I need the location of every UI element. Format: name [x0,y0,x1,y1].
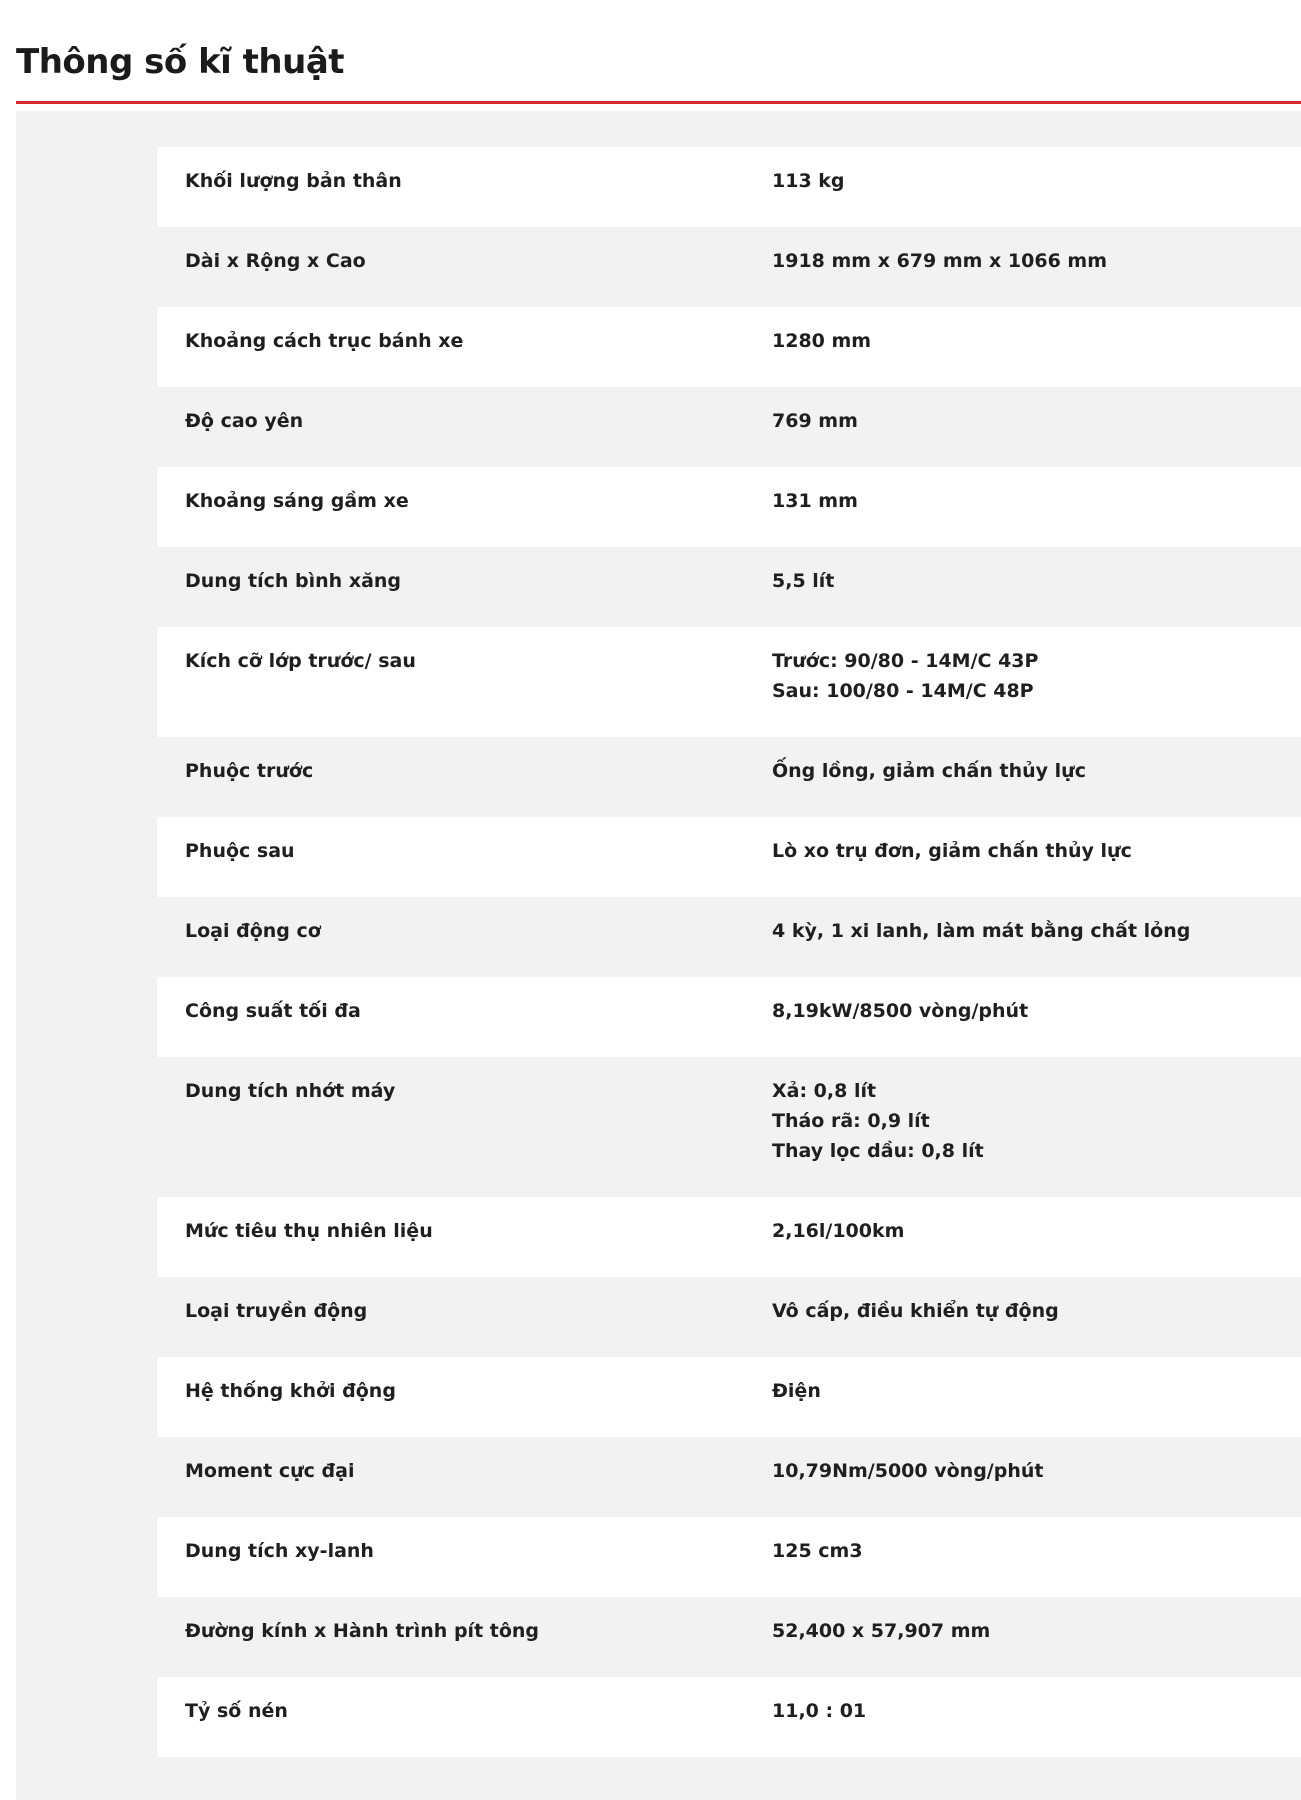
spec-value [772,756,1301,817]
spec-label: Tỷ số nén [185,1700,288,1722]
spec-value-line: Ống lồng, giảm chấn thủy lực [772,760,1086,782]
spec-row [157,1197,1301,1277]
spec-value-line: Vô cấp, điều khiển tự động [772,1300,1059,1322]
spec-label: Mức tiêu thụ nhiên liệu [185,1220,433,1242]
spec-row [157,817,1301,897]
spec-label: Phuộc sau [185,840,295,862]
spec-row [157,897,1301,977]
spec-row [157,627,1301,737]
spec-value [772,1296,1301,1357]
spec-value-line: 769 mm [772,410,858,432]
spec-value-line: 113 kg [772,170,845,192]
spec-value [772,1076,1301,1197]
spec-row [157,977,1301,1057]
spec-value [772,166,1301,227]
spec-value-line: 1918 mm x 679 mm x 1066 mm [772,250,1108,272]
spec-label: Công suất tối đa [185,1000,361,1022]
spec-value-line: Điện [772,1380,821,1402]
spec-label: Dung tích bình xăng [185,570,402,592]
spec-value [772,916,1301,977]
spec-value [772,1696,1301,1757]
spec-value-line: 2,16l/100km [772,1220,905,1242]
spec-value-line: Trước: 90/80 - 14M/C 43P [772,650,1039,672]
spec-row [157,1357,1301,1437]
spec-row [157,1677,1301,1757]
spec-label: Dung tích xy-lanh [185,1540,374,1562]
spec-value-line: Sau: 100/80 - 14M/C 48P [772,680,1034,702]
spec-value-line: Lò xo trụ đơn, giảm chấn thủy lực [772,840,1132,862]
spec-value [772,566,1301,627]
spec-value-line: 52,400 x 57,907 mm [772,1620,991,1642]
spec-row [157,1517,1301,1597]
spec-row [157,737,1301,817]
spec-value [772,1456,1301,1517]
spec-row [157,1057,1301,1197]
spec-label: Loại động cơ [185,920,321,942]
spec-label: Dài x Rộng x Cao [185,250,366,272]
spec-value-line: 8,19kW/8500 vòng/phút [772,1000,1029,1022]
spec-label: Moment cực đại [185,1460,355,1482]
spec-label: Đường kính x Hành trình pít tông [185,1620,540,1642]
spec-row [157,467,1301,547]
spec-value-line: 1280 mm [772,330,872,352]
spec-label: Khối lượng bản thân [185,170,402,192]
spec-label: Dung tích nhớt máy [185,1080,396,1102]
spec-value-line: Tháo rã: 0,9 lít [772,1110,930,1132]
spec-table [157,147,1301,1757]
spec-value-line: 4 kỳ, 1 xi lanh, làm mát bằng chất lỏng [772,920,1191,942]
spec-row [157,227,1301,307]
spec-value [772,1616,1301,1677]
spec-label: Kích cỡ lớp trước/ sau [185,650,416,672]
spec-value [772,836,1301,897]
spec-row [157,147,1301,227]
spec-value-line: Thay lọc dầu: 0,8 lít [772,1140,984,1162]
spec-value-line: 10,79Nm/5000 vòng/phút [772,1460,1044,1482]
spec-label: Độ cao yên [185,410,304,432]
spec-value [772,406,1301,467]
title-divider [16,101,1301,104]
spec-label: Phuộc trước [185,760,314,782]
spec-value [772,996,1301,1057]
spec-value [772,1376,1301,1437]
spec-value-line: 5,5 lít [772,570,835,592]
spec-row [157,307,1301,387]
page-title: Thông số kĩ thuật [16,42,345,82]
spec-row [157,387,1301,467]
spec-row [157,547,1301,627]
spec-value-line: 131 mm [772,490,858,512]
spec-value-line: 11,0 : 01 [772,1700,867,1722]
spec-label: Khoảng cách trục bánh xe [185,330,464,352]
spec-value [772,646,1301,737]
spec-value [772,246,1301,307]
spec-row [157,1597,1301,1677]
spec-value-line: Xả: 0,8 lít [772,1080,877,1102]
spec-value [772,326,1301,387]
spec-label: Loại truyền động [185,1300,368,1322]
spec-label: Khoảng sáng gầm xe [185,490,409,512]
spec-row [157,1437,1301,1517]
spec-value-line: 125 cm3 [772,1540,863,1562]
spec-row [157,1277,1301,1357]
spec-value [772,1216,1301,1277]
spec-label: Hệ thống khởi động [185,1380,396,1402]
spec-value [772,1536,1301,1597]
spec-value [772,486,1301,547]
